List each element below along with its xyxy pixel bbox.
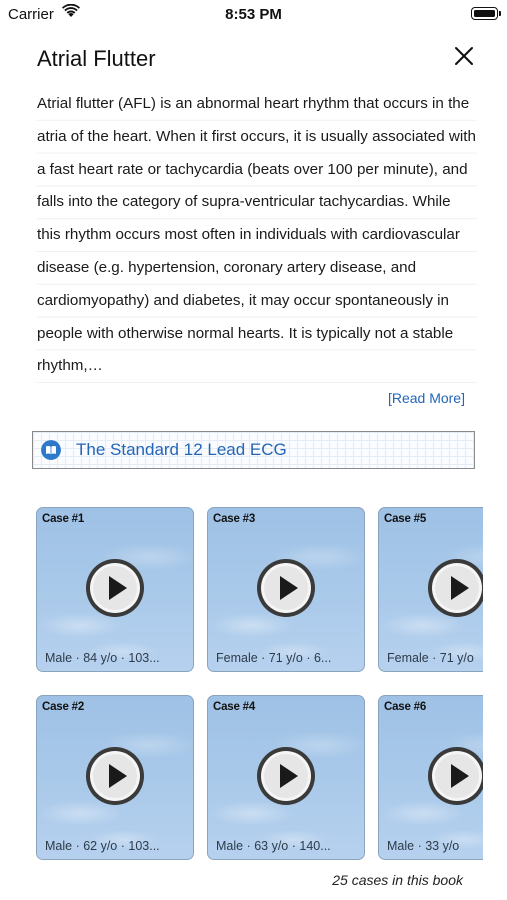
clock: 8:53 PM [225, 6, 282, 23]
case-title: Case #3 [213, 513, 256, 525]
case-meta: Female · 71 y/o [387, 651, 474, 665]
case-card-5[interactable] [378, 507, 483, 672]
case-card-1[interactable] [36, 507, 194, 672]
description-text: Atrial flutter (AFL) is an abnormal heart rhythm that occurs in the atria of the heart. When it first occurs, it is usually associated with a fast heart rate or tachycardia (beats over 100 per minute), and falls into the category of supra-ventricular tachycardias. While this rhythm occurs most often in individuals with cardiovascular disease (e.g. hypertension, coronary artery disease, and cardiomyopathy) and diabetes, it may occur spontaneously in people with otherwise normal hearts. It is typically not a stable rhythm,… [37, 88, 477, 383]
play-icon [256, 746, 316, 806]
read-more-link[interactable]: [Read More] [387, 390, 465, 406]
case-meta: Male · 63 y/o · 140... [216, 839, 331, 853]
book-link-button[interactable] [32, 431, 475, 469]
case-title: Case #4 [213, 701, 256, 713]
case-card-2[interactable] [36, 695, 194, 860]
case-card-6[interactable] [378, 695, 483, 860]
book-icon [41, 440, 61, 460]
case-meta: Male · 33 y/o [387, 839, 460, 853]
play-icon [427, 746, 483, 806]
battery-icon [471, 7, 498, 20]
play-icon [256, 558, 316, 618]
case-count-footer: 25 cases in this book [332, 872, 463, 888]
case-title: Case #6 [384, 701, 427, 713]
case-meta: Male · 62 y/o · 103... [45, 839, 160, 853]
carrier-label: Carrier [8, 6, 54, 23]
case-title: Case #2 [42, 701, 85, 713]
play-icon [85, 558, 145, 618]
case-meta: Male · 84 y/o · 103... [45, 651, 160, 665]
case-grid [0, 500, 483, 870]
book-link-label: The Standard 12 Lead ECG [76, 440, 287, 459]
close-icon[interactable] [452, 44, 476, 68]
case-title: Case #1 [42, 513, 85, 525]
case-card-4[interactable] [207, 695, 365, 860]
case-title: Case #5 [384, 513, 427, 525]
page-title: Atrial Flutter [37, 46, 156, 71]
case-card-3[interactable] [207, 507, 365, 672]
play-icon [85, 746, 145, 806]
status-bar [0, 0, 507, 30]
case-meta: Female · 71 y/o · 6... [216, 651, 332, 665]
play-icon [427, 558, 483, 618]
